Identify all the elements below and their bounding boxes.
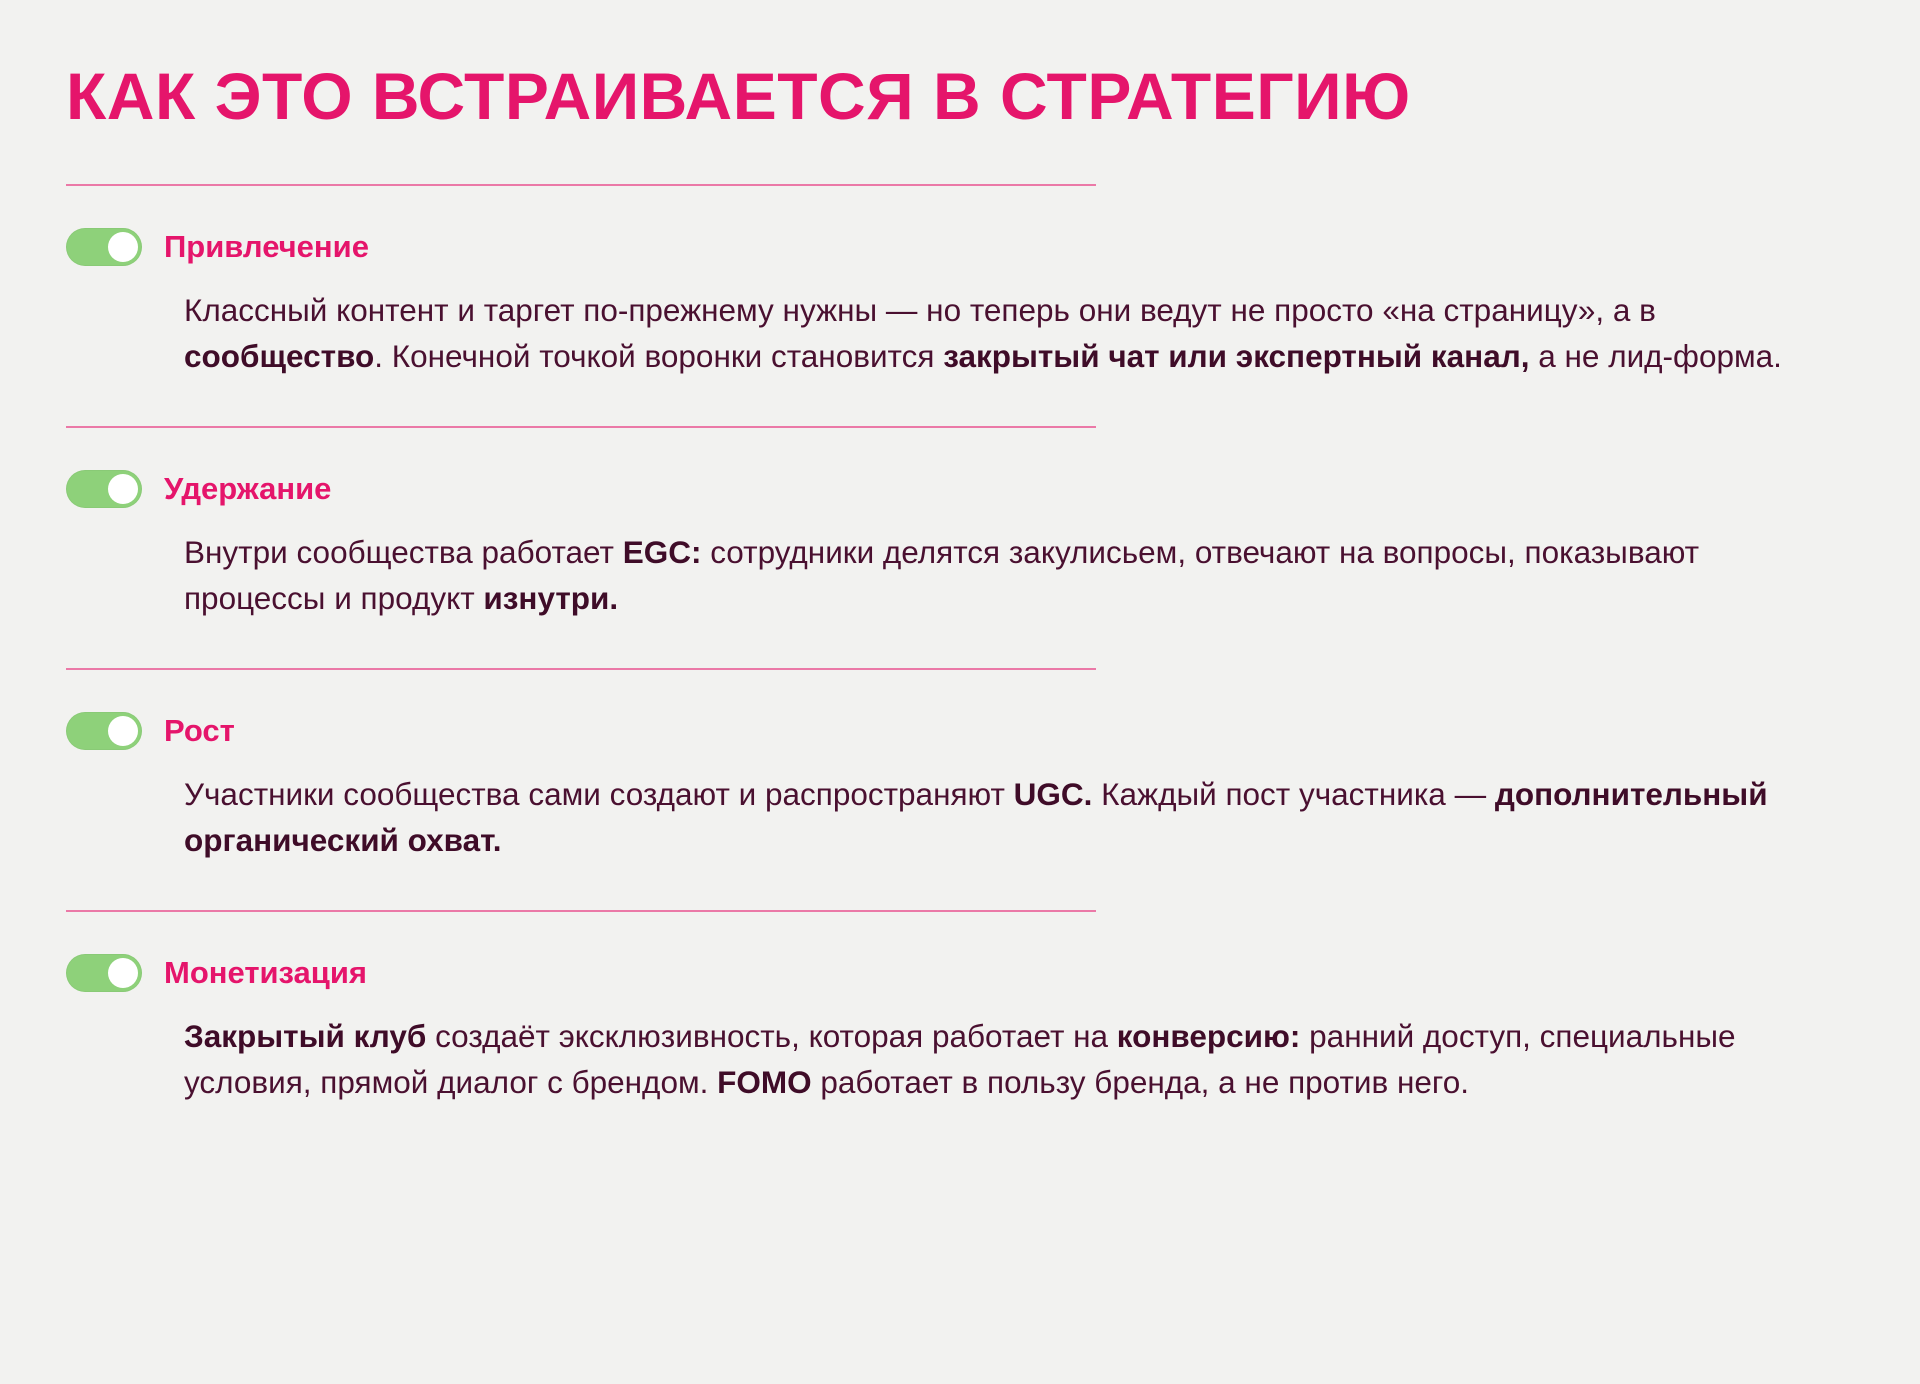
- toggle-knob: [108, 716, 138, 746]
- toggle-knob: [108, 474, 138, 504]
- section-label: Рост: [164, 713, 235, 749]
- toggle-switch-monetization[interactable]: [66, 954, 142, 992]
- page-title: КАК ЭТО ВСТРАИВАЕТСЯ В СТРАТЕГИЮ: [66, 59, 1411, 133]
- section-body: Участники сообщества сами создают и распространяют UGC. Каждый пост участника — дополнительный органический охват.: [184, 775, 1768, 858]
- divider-2: [66, 668, 1096, 670]
- section-header: [66, 954, 1848, 992]
- section-header: [66, 228, 1848, 266]
- section-монетизация: [66, 954, 1848, 1106]
- section-body: Внутри сообщества работает EGC: сотрудники делятся закулисьем, отвечают на вопросы, показывают процессы и продукт изнутри.: [184, 533, 1700, 616]
- section-привлечение: [66, 228, 1848, 380]
- toggle-switch-attraction[interactable]: [66, 228, 142, 266]
- toggle-switch-growth[interactable]: [66, 712, 142, 750]
- divider-1: [66, 426, 1096, 428]
- section-удержание: [66, 470, 1848, 622]
- section-рост: [66, 712, 1848, 864]
- section-label: Удержание: [164, 471, 332, 507]
- toggle-knob: [108, 232, 138, 262]
- section-body: Классный контент и таргет по-прежнему нужны — но теперь они ведут не просто «на страницу», а в сообщество. Конечной точкой воронки становится закрытый чат или экспертный канал, а не лид-форма.: [184, 291, 1782, 374]
- section-label: Монетизация: [164, 955, 367, 991]
- toggle-switch-retention[interactable]: [66, 470, 142, 508]
- divider-3: [66, 910, 1096, 912]
- section-label: Привлечение: [164, 229, 369, 265]
- section-header: [66, 712, 1848, 750]
- section-body: Закрытый клуб создаёт эксклюзивность, которая работает на конверсию: ранний доступ, специальные условия, прямой диалог с брендом. FOMO работает в пользу бренда, а не против него.: [184, 1017, 1736, 1100]
- toggle-knob: [108, 958, 138, 988]
- divider-top: [66, 184, 1096, 186]
- section-header: [66, 470, 1848, 508]
